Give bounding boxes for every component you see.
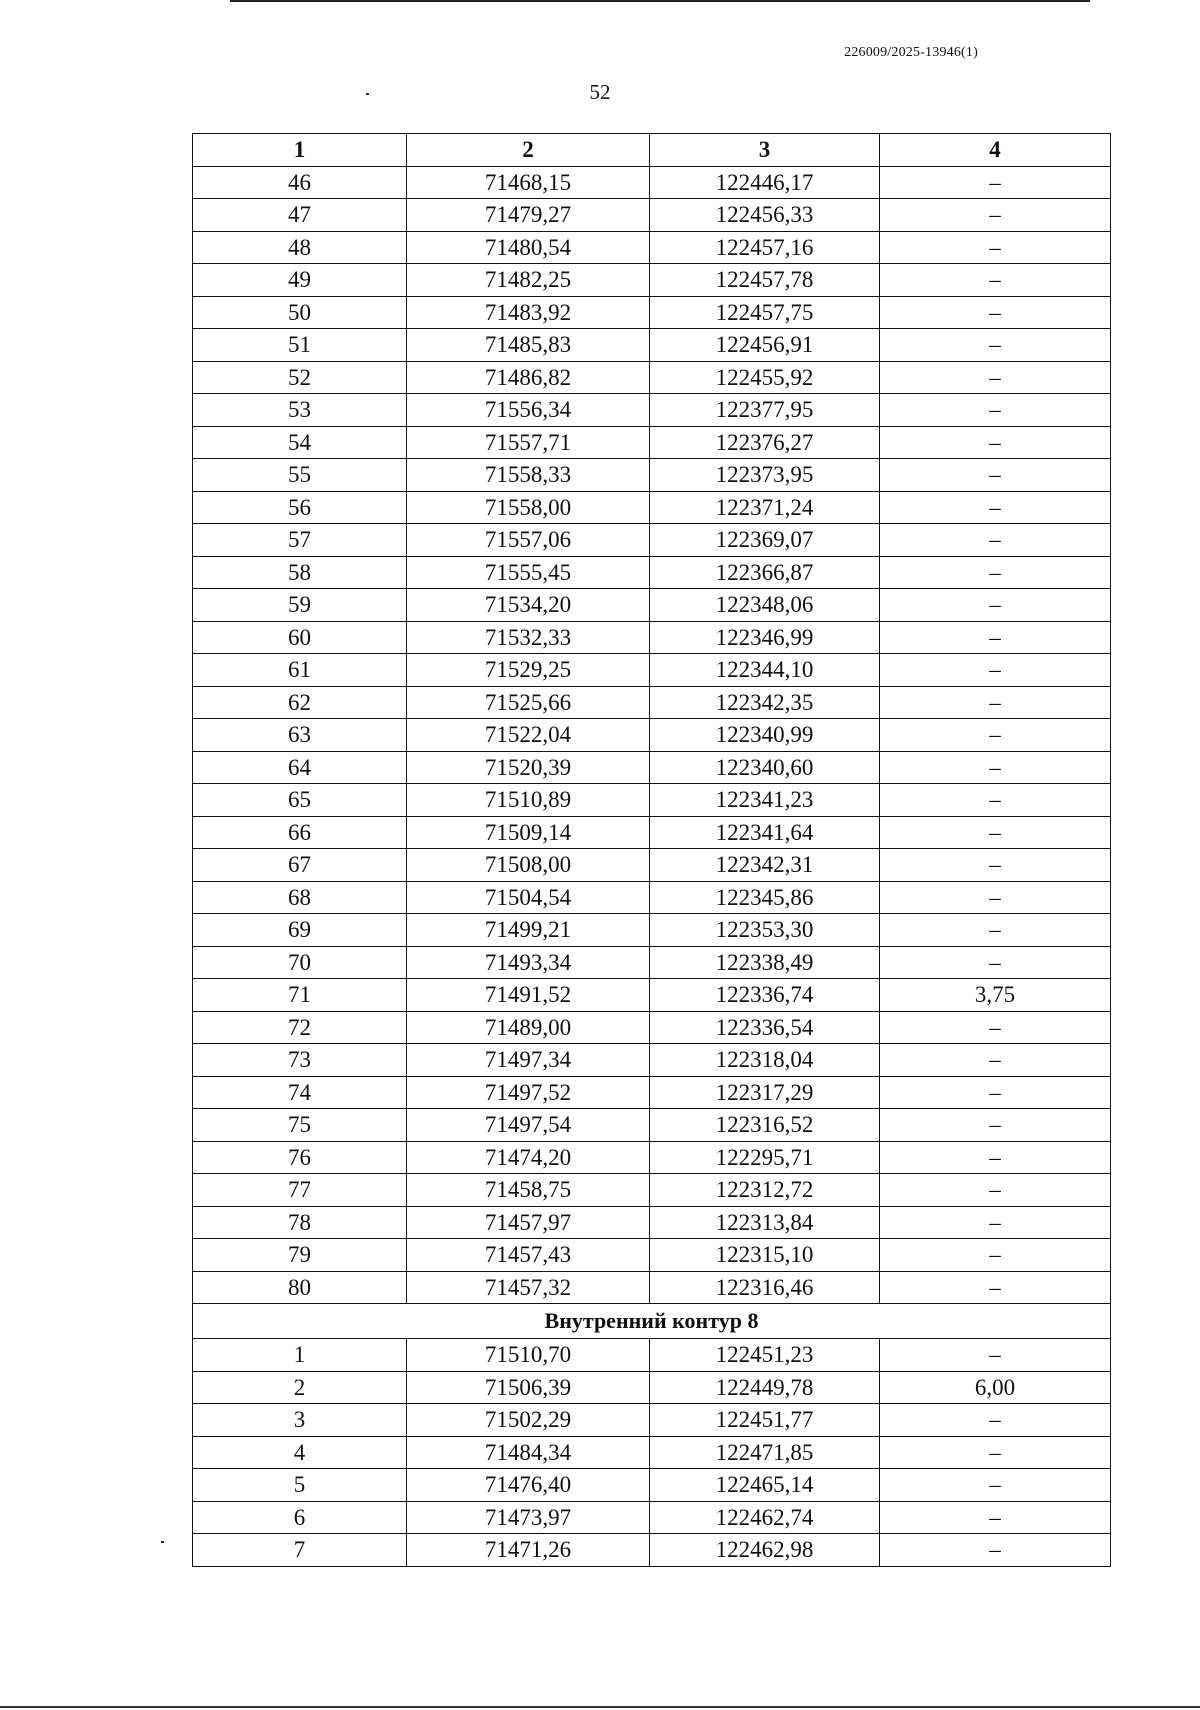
value-cell: – (880, 491, 1111, 524)
y-coordinate-cell: 122348,06 (650, 589, 880, 622)
y-coordinate-cell: 122462,74 (650, 1501, 880, 1534)
value-cell: – (880, 524, 1111, 557)
point-number-cell: 78 (193, 1206, 407, 1239)
value-cell: – (880, 946, 1111, 979)
x-coordinate-cell: 71480,54 (407, 231, 650, 264)
value-cell: – (880, 849, 1111, 882)
table-row (193, 459, 1111, 492)
value-cell: – (880, 394, 1111, 427)
point-number-cell: 49 (193, 264, 407, 297)
value-cell: – (880, 1141, 1111, 1174)
point-number-cell: 75 (193, 1109, 407, 1142)
point-number-cell: 7 (193, 1534, 407, 1567)
table-row (193, 979, 1111, 1012)
table-row (193, 1044, 1111, 1077)
y-coordinate-cell: 122317,29 (650, 1076, 880, 1109)
table-row (193, 1501, 1111, 1534)
x-coordinate-cell: 71457,32 (407, 1271, 650, 1304)
x-coordinate-cell: 71485,83 (407, 329, 650, 362)
table-row (193, 1339, 1111, 1372)
table-header-row (193, 134, 1111, 167)
point-number-cell: 54 (193, 426, 407, 459)
y-coordinate-cell: 122345,86 (650, 881, 880, 914)
y-coordinate-cell: 122451,77 (650, 1404, 880, 1437)
y-coordinate-cell: 122342,31 (650, 849, 880, 882)
column-header-3: 3 (650, 134, 880, 167)
scan-speck (161, 1541, 164, 1543)
table-row (193, 1271, 1111, 1304)
x-coordinate-cell: 71479,27 (407, 199, 650, 232)
table-row (193, 524, 1111, 557)
point-number-cell: 56 (193, 491, 407, 524)
x-coordinate-cell: 71468,15 (407, 166, 650, 199)
y-coordinate-cell: 122465,14 (650, 1469, 880, 1502)
y-coordinate-cell: 122316,46 (650, 1271, 880, 1304)
table-section (193, 1304, 1111, 1339)
scan-speck (366, 93, 369, 95)
y-coordinate-cell: 122371,24 (650, 491, 880, 524)
table-row (193, 166, 1111, 199)
point-number-cell: 68 (193, 881, 407, 914)
value-cell: – (880, 1239, 1111, 1272)
value-cell: – (880, 1076, 1111, 1109)
x-coordinate-cell: 71484,34 (407, 1436, 650, 1469)
value-cell: – (880, 1271, 1111, 1304)
x-coordinate-cell: 71491,52 (407, 979, 650, 1012)
y-coordinate-cell: 122456,91 (650, 329, 880, 362)
column-header-4: 4 (880, 134, 1111, 167)
value-cell: – (880, 784, 1111, 817)
point-number-cell: 61 (193, 654, 407, 687)
y-coordinate-cell: 122318,04 (650, 1044, 880, 1077)
table-body-inner-contour (193, 1339, 1111, 1567)
table-row (193, 654, 1111, 687)
value-cell: – (880, 621, 1111, 654)
table-row (193, 881, 1111, 914)
x-coordinate-cell: 71556,34 (407, 394, 650, 427)
table-row (193, 816, 1111, 849)
table-row (193, 914, 1111, 947)
value-cell: – (880, 1206, 1111, 1239)
value-cell: – (880, 199, 1111, 232)
value-cell: – (880, 589, 1111, 622)
value-cell: – (880, 1404, 1111, 1437)
point-number-cell: 47 (193, 199, 407, 232)
point-number-cell: 63 (193, 719, 407, 752)
x-coordinate-cell: 71458,75 (407, 1174, 650, 1207)
y-coordinate-cell: 122315,10 (650, 1239, 880, 1272)
point-number-cell: 4 (193, 1436, 407, 1469)
point-number-cell: 65 (193, 784, 407, 817)
point-number-cell: 1 (193, 1339, 407, 1372)
y-coordinate-cell: 122457,16 (650, 231, 880, 264)
x-coordinate-cell: 71555,45 (407, 556, 650, 589)
value-cell: – (880, 1044, 1111, 1077)
y-coordinate-cell: 122312,72 (650, 1174, 880, 1207)
y-coordinate-cell: 122295,71 (650, 1141, 880, 1174)
section-header-row (193, 1304, 1111, 1339)
table-row (193, 556, 1111, 589)
value-cell: – (880, 914, 1111, 947)
y-coordinate-cell: 122462,98 (650, 1534, 880, 1567)
x-coordinate-cell: 71508,00 (407, 849, 650, 882)
column-header-1: 1 (193, 134, 407, 167)
value-cell: – (880, 686, 1111, 719)
table-row (193, 1469, 1111, 1502)
x-coordinate-cell: 71509,14 (407, 816, 650, 849)
table-row (193, 1011, 1111, 1044)
y-coordinate-cell: 122446,17 (650, 166, 880, 199)
x-coordinate-cell: 71483,92 (407, 296, 650, 329)
y-coordinate-cell: 122369,07 (650, 524, 880, 557)
table-row (193, 1206, 1111, 1239)
y-coordinate-cell: 122313,84 (650, 1206, 880, 1239)
table-row (193, 751, 1111, 784)
point-number-cell: 55 (193, 459, 407, 492)
point-number-cell: 71 (193, 979, 407, 1012)
table-row (193, 491, 1111, 524)
y-coordinate-cell: 122353,30 (650, 914, 880, 947)
x-coordinate-cell: 71557,06 (407, 524, 650, 557)
table-row (193, 1174, 1111, 1207)
x-coordinate-cell: 71522,04 (407, 719, 650, 752)
y-coordinate-cell: 122341,23 (650, 784, 880, 817)
point-number-cell: 53 (193, 394, 407, 427)
point-number-cell: 66 (193, 816, 407, 849)
value-cell: 3,75 (880, 979, 1111, 1012)
point-number-cell: 73 (193, 1044, 407, 1077)
table-row (193, 1534, 1111, 1567)
table-row (193, 1239, 1111, 1272)
table-row (193, 1076, 1111, 1109)
value-cell: – (880, 1011, 1111, 1044)
x-coordinate-cell: 71534,20 (407, 589, 650, 622)
value-cell: – (880, 296, 1111, 329)
y-coordinate-cell: 122377,95 (650, 394, 880, 427)
point-number-cell: 76 (193, 1141, 407, 1174)
y-coordinate-cell: 122338,49 (650, 946, 880, 979)
point-number-cell: 69 (193, 914, 407, 947)
table-row (193, 849, 1111, 882)
point-number-cell: 59 (193, 589, 407, 622)
table-row (193, 264, 1111, 297)
x-coordinate-cell: 71504,54 (407, 881, 650, 914)
x-coordinate-cell: 71489,00 (407, 1011, 650, 1044)
x-coordinate-cell: 71457,97 (407, 1206, 650, 1239)
x-coordinate-cell: 71497,54 (407, 1109, 650, 1142)
top-edge-rule (230, 0, 1090, 2)
y-coordinate-cell: 122457,78 (650, 264, 880, 297)
value-cell: – (880, 361, 1111, 394)
x-coordinate-cell: 71532,33 (407, 621, 650, 654)
value-cell: – (880, 816, 1111, 849)
x-coordinate-cell: 71497,52 (407, 1076, 650, 1109)
table-row (193, 296, 1111, 329)
point-number-cell: 67 (193, 849, 407, 882)
y-coordinate-cell: 122346,99 (650, 621, 880, 654)
x-coordinate-cell: 71482,25 (407, 264, 650, 297)
x-coordinate-cell: 71473,97 (407, 1501, 650, 1534)
x-coordinate-cell: 71474,20 (407, 1141, 650, 1174)
value-cell: – (880, 459, 1111, 492)
x-coordinate-cell: 71510,89 (407, 784, 650, 817)
table-row (193, 1404, 1111, 1437)
table-row (193, 394, 1111, 427)
column-header-2: 2 (407, 134, 650, 167)
x-coordinate-cell: 71557,71 (407, 426, 650, 459)
coordinates-table (192, 133, 1111, 1567)
x-coordinate-cell: 71497,34 (407, 1044, 650, 1077)
value-cell: – (880, 1436, 1111, 1469)
value-cell: – (880, 1534, 1111, 1567)
y-coordinate-cell: 122366,87 (650, 556, 880, 589)
page-number: 52 (589, 80, 611, 104)
table-row (193, 1371, 1111, 1404)
value-cell: – (880, 231, 1111, 264)
x-coordinate-cell: 71493,34 (407, 946, 650, 979)
point-number-cell: 57 (193, 524, 407, 557)
table-row (193, 686, 1111, 719)
table-row (193, 426, 1111, 459)
point-number-cell: 80 (193, 1271, 407, 1304)
table-row (193, 784, 1111, 817)
point-number-cell: 72 (193, 1011, 407, 1044)
value-cell: – (880, 654, 1111, 687)
y-coordinate-cell: 122457,75 (650, 296, 880, 329)
x-coordinate-cell: 71506,39 (407, 1371, 650, 1404)
table-row (193, 1141, 1111, 1174)
table-row (193, 231, 1111, 264)
table-row (193, 199, 1111, 232)
y-coordinate-cell: 122342,35 (650, 686, 880, 719)
value-cell: – (880, 751, 1111, 784)
point-number-cell: 52 (193, 361, 407, 394)
y-coordinate-cell: 122336,54 (650, 1011, 880, 1044)
value-cell: – (880, 1501, 1111, 1534)
x-coordinate-cell: 71558,00 (407, 491, 650, 524)
table-row (193, 329, 1111, 362)
point-number-cell: 3 (193, 1404, 407, 1437)
table-row (193, 589, 1111, 622)
y-coordinate-cell: 122376,27 (650, 426, 880, 459)
y-coordinate-cell: 122316,52 (650, 1109, 880, 1142)
point-number-cell: 60 (193, 621, 407, 654)
value-cell: – (880, 166, 1111, 199)
table-row (193, 1436, 1111, 1469)
y-coordinate-cell: 122456,33 (650, 199, 880, 232)
point-number-cell: 50 (193, 296, 407, 329)
table-row (193, 1109, 1111, 1142)
point-number-cell: 74 (193, 1076, 407, 1109)
value-cell: – (880, 264, 1111, 297)
section-title: Внутренний контур 8 (193, 1304, 1111, 1339)
y-coordinate-cell: 122336,74 (650, 979, 880, 1012)
value-cell: – (880, 329, 1111, 362)
x-coordinate-cell: 71499,21 (407, 914, 650, 947)
point-number-cell: 46 (193, 166, 407, 199)
table-body-main (193, 166, 1111, 1304)
value-cell: – (880, 426, 1111, 459)
y-coordinate-cell: 122451,23 (650, 1339, 880, 1372)
y-coordinate-cell: 122373,95 (650, 459, 880, 492)
document-code: 226009/2025-13946(1) (844, 45, 978, 60)
x-coordinate-cell: 71502,29 (407, 1404, 650, 1437)
value-cell: – (880, 1174, 1111, 1207)
point-number-cell: 58 (193, 556, 407, 589)
point-number-cell: 77 (193, 1174, 407, 1207)
value-cell: – (880, 881, 1111, 914)
point-number-cell: 70 (193, 946, 407, 979)
x-coordinate-cell: 71525,66 (407, 686, 650, 719)
table-row (193, 361, 1111, 394)
x-coordinate-cell: 71486,82 (407, 361, 650, 394)
x-coordinate-cell: 71457,43 (407, 1239, 650, 1272)
x-coordinate-cell: 71471,26 (407, 1534, 650, 1567)
y-coordinate-cell: 122471,85 (650, 1436, 880, 1469)
bottom-edge-rule (0, 1706, 1200, 1708)
point-number-cell: 51 (193, 329, 407, 362)
value-cell: 6,00 (880, 1371, 1111, 1404)
y-coordinate-cell: 122344,10 (650, 654, 880, 687)
point-number-cell: 79 (193, 1239, 407, 1272)
table-row (193, 621, 1111, 654)
y-coordinate-cell: 122340,60 (650, 751, 880, 784)
y-coordinate-cell: 122340,99 (650, 719, 880, 752)
x-coordinate-cell: 71510,70 (407, 1339, 650, 1372)
point-number-cell: 5 (193, 1469, 407, 1502)
point-number-cell: 6 (193, 1501, 407, 1534)
x-coordinate-cell: 71529,25 (407, 654, 650, 687)
x-coordinate-cell: 71476,40 (407, 1469, 650, 1502)
value-cell: – (880, 1339, 1111, 1372)
x-coordinate-cell: 71520,39 (407, 751, 650, 784)
value-cell: – (880, 719, 1111, 752)
y-coordinate-cell: 122341,64 (650, 816, 880, 849)
y-coordinate-cell: 122455,92 (650, 361, 880, 394)
table-row (193, 719, 1111, 752)
point-number-cell: 48 (193, 231, 407, 264)
value-cell: – (880, 1469, 1111, 1502)
point-number-cell: 2 (193, 1371, 407, 1404)
table-row (193, 946, 1111, 979)
point-number-cell: 64 (193, 751, 407, 784)
y-coordinate-cell: 122449,78 (650, 1371, 880, 1404)
x-coordinate-cell: 71558,33 (407, 459, 650, 492)
value-cell: – (880, 556, 1111, 589)
value-cell: – (880, 1109, 1111, 1142)
point-number-cell: 62 (193, 686, 407, 719)
